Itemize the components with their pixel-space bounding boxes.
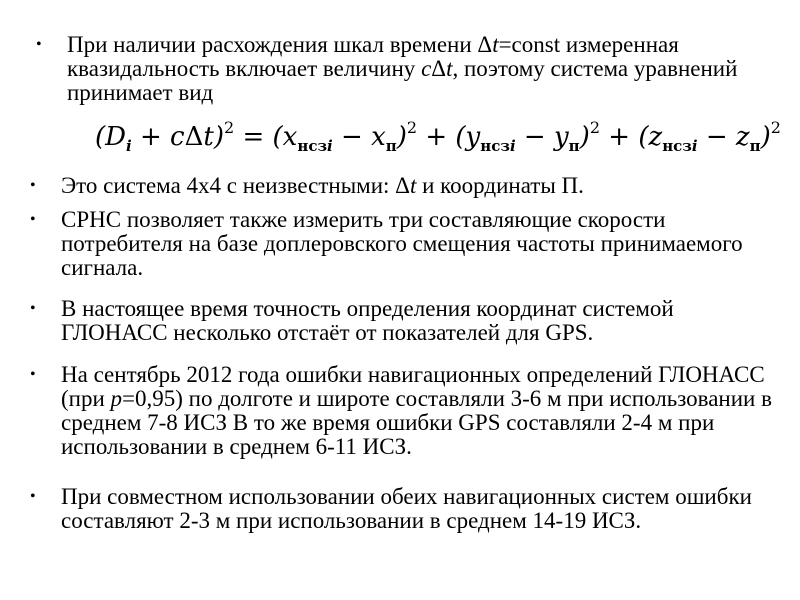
bullet-dot: • — [30, 177, 36, 194]
bullet-item-3 — [30, 208, 775, 280]
bullet-item-4 — [30, 297, 775, 345]
bullet-text: Это система 4х4 с неизвестными: Δt и координаты П. — [61, 173, 584, 198]
bullet-item-2 — [30, 174, 775, 198]
bullet-dot: • — [36, 36, 42, 53]
bullet-dot: • — [30, 366, 36, 383]
bullet-dot: • — [30, 211, 36, 228]
bullet-text: СРНС позволяет также измерить три составляющие скорости потребителя на базе доплеровского смещения частоты принимаемого сигнала. — [61, 207, 743, 280]
bullet-dot: • — [30, 488, 36, 505]
bullet-item-1 — [36, 33, 766, 105]
bullet-text: При наличии расхождения шкал времени Δt=const измеренная квазидальность включает величину cΔt, поэтому система уравнений принимает вид — [67, 32, 738, 105]
bullet-text: На сентябрь 2012 года ошибки навигационных определений ГЛОНАСС (при p=0,95) по долготе и широте составляли 3-6 м при использовании в среднем 7-8 ИСЗ В то же время ошибки GPS составляли 2-4 м при использовании в среднем 6-11 ИСЗ. — [61, 362, 772, 459]
bullet-text: При совместном использовании обеих навигационных систем ошибки составляют 2-3 м при использовании в среднем 14-19 ИСЗ. — [61, 484, 752, 533]
equation: $(D_i + c\Delta t)^2 = (x_{нсзi} - x_п)^2 + (y_{нсзi} - y_п)^2 + (z_{нсзi} - z_п)^2$ — [95, 118, 781, 155]
bullet-text: В настоящее время точность определения координат системой ГЛОНАСС несколько отстаёт от показателей для GPS. — [61, 296, 674, 345]
bullet-item-5 — [30, 363, 775, 459]
bullet-dot: • — [30, 300, 36, 317]
bullet-item-6 — [30, 485, 775, 533]
